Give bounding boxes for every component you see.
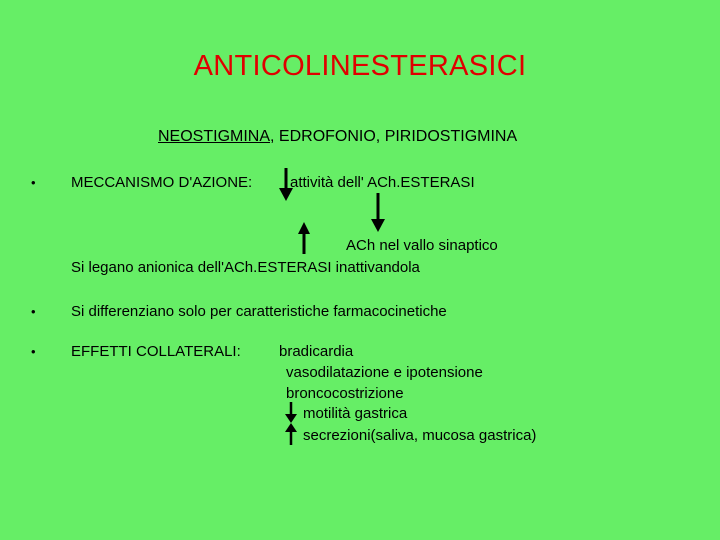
bullet-mechanism: • [31,175,36,190]
down-arrow-icon [285,402,297,424]
up-arrow-icon [297,222,311,254]
bullet-side-effects: • [31,344,36,359]
side-effects-label: EFFETTI COLLATERALI: [71,343,241,360]
mechanism-label: MECCANISMO D'AZIONE: [71,174,253,191]
side-effect-item: motilità gastrica [303,405,408,422]
side-effect-item: vasodilatazione e ipotensione [286,364,483,381]
pharmacokinetics-text: Si differenziano solo per caratteristiche farmacocinetiche [71,303,447,320]
drug-list-rest: , EDROFONIO, PIRIDOSTIGMINA [270,128,518,145]
activity-text: attività dell' ACh.ESTERASI [290,174,475,191]
drug-neostigmina: NEOSTIGMINA [158,128,271,145]
side-effect-item: broncocostrizione [286,385,404,402]
up-arrow-icon [285,423,297,445]
drug-list [158,128,517,146]
bullet-pharmacokinetics: • [31,304,36,319]
binding-text: Si legano anionica dell'ACh.ESTERASI inattivandola [71,259,420,276]
down-arrow-icon [370,193,386,233]
ach-text: ACh nel vallo sinaptico [346,237,498,254]
slide-title: ANTICOLINESTERASICI [193,50,527,82]
side-effect-item: bradicardia [279,343,354,360]
side-effect-item: secrezioni(saliva, mucosa gastrica) [303,427,537,444]
